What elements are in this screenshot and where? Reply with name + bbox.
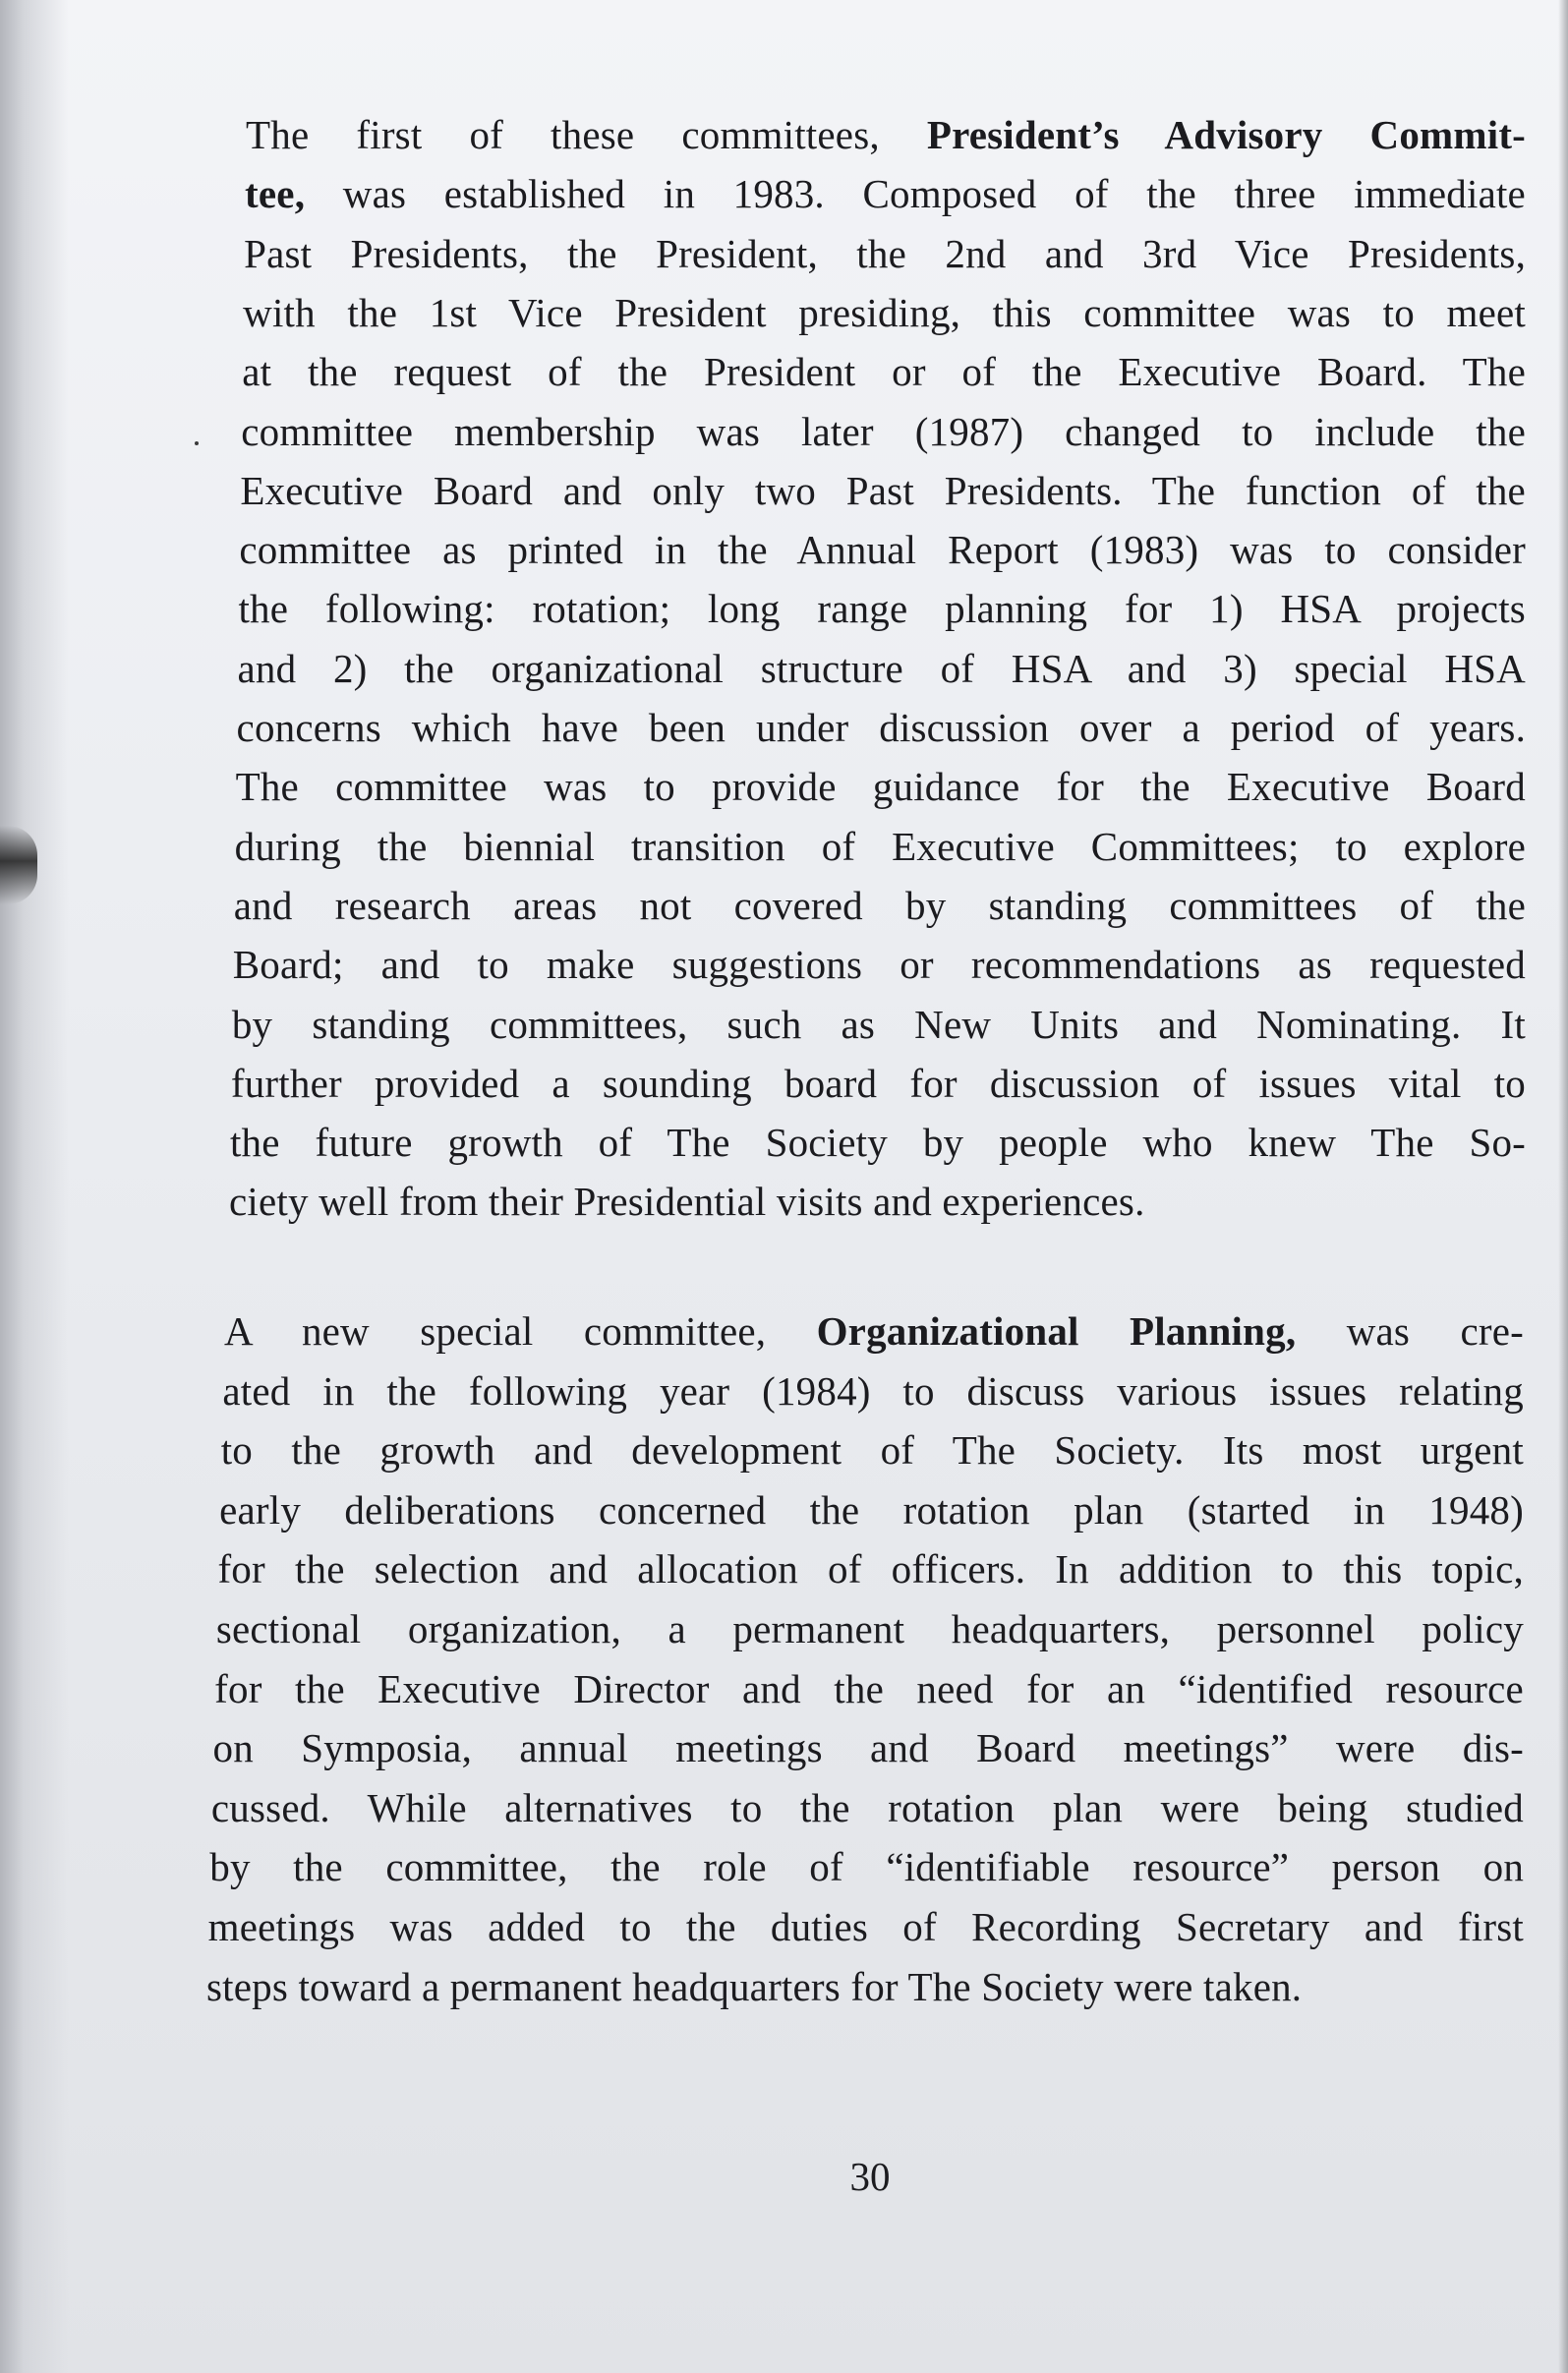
- text-run: A new special committee,: [224, 1308, 817, 1354]
- text-run: during the biennial transition of Executive Committees; to explore: [234, 823, 1526, 869]
- text-run: on Symposia, annual meetings and Board meetings” were dis-: [212, 1725, 1525, 1771]
- text-line: [245, 170, 1526, 217]
- text-line: [209, 1843, 1524, 1890]
- text-line: [235, 823, 1526, 870]
- text-line: [246, 111, 1526, 158]
- text-run: sectional organization, a permanent headquarters, personnel policy: [215, 1606, 1524, 1651]
- text-line: [231, 1060, 1526, 1107]
- text-line: [219, 1486, 1524, 1534]
- text-run: the following: rotation; long range planning for 1) HSA projects: [238, 586, 1526, 632]
- text-line: [242, 348, 1526, 395]
- text-run: Past Presidents, the President, the 2nd and 3rd Vice Presidents,: [244, 230, 1527, 276]
- text-line: [244, 230, 1526, 277]
- text-run: concerns which have been under discussion over a period of years.: [236, 705, 1527, 750]
- text-line: [239, 526, 1526, 573]
- text-line: [230, 1119, 1526, 1166]
- text-line: [213, 1724, 1524, 1771]
- text-line: [238, 585, 1526, 632]
- text-line: [238, 645, 1526, 692]
- bold-committee-name: tee,: [245, 171, 306, 217]
- bold-committee-name: Organizational Planning,: [816, 1308, 1297, 1354]
- text-run: was cre-: [1296, 1308, 1524, 1354]
- text-run: The first of these committees,: [246, 112, 927, 157]
- text-run: to the growth and development of The Society. Its most urgent: [220, 1427, 1524, 1474]
- text-run: for the Executive Director and the need for an “identified resource: [214, 1665, 1524, 1711]
- text-run: committee membership was later (1987) changed to include the: [241, 408, 1526, 454]
- text-line: [211, 1784, 1524, 1831]
- text-run: and 2) the organizational structure of HSA and 3) special HSA: [237, 645, 1526, 691]
- text-line: [208, 1903, 1524, 1950]
- text-run: by the committee, the role of “identifiable resource” person on: [209, 1844, 1525, 1890]
- page-right-edge: [1558, 0, 1568, 2373]
- text-run: with the 1st Vice President presiding, this committee was to meet: [243, 289, 1527, 335]
- text-run: ated in the following year (1984) to discuss various issues relating: [222, 1367, 1524, 1414]
- text-line: [237, 704, 1527, 751]
- text-line: [243, 289, 1526, 336]
- text-run: was established in 1983. Composed of the three immediate: [305, 171, 1526, 217]
- text-line: [236, 763, 1526, 810]
- text-run: meetings was added to the duties of Recording Secretary and first: [207, 1904, 1524, 1949]
- text-line: [229, 1178, 1145, 1225]
- text-run: Board; and to make suggestions or recommendations as requested: [232, 942, 1526, 988]
- text-line: [240, 467, 1526, 514]
- text-run: steps toward a permanent headquarters for The Society were taken.: [206, 1963, 1303, 2009]
- text-line: [224, 1307, 1524, 1355]
- page-gutter-shadow: [0, 0, 69, 2373]
- text-run: the future growth of The Society by people who knew The So-: [229, 1120, 1527, 1166]
- text-run: cussed. While alternatives to the rotation plan were being studied: [210, 1784, 1524, 1830]
- text-line: [233, 941, 1526, 988]
- text-line: [217, 1545, 1524, 1592]
- text-run: early deliberations concerned the rotation plan (started in 1948): [219, 1486, 1524, 1533]
- bold-committee-name: President’s Advisory Commit-: [926, 112, 1527, 157]
- text-line: [241, 408, 1526, 455]
- text-run: and research areas not covered by standing committees of the: [233, 882, 1526, 928]
- text-run: Executive Board and only two Past Presidents. The function of the: [240, 467, 1526, 513]
- text-run: further provided a sounding board for discussion of issues vital to: [230, 1060, 1526, 1106]
- text-line: [232, 1001, 1526, 1048]
- page-number: 30: [849, 2154, 891, 2199]
- stray-dot-mark: [195, 441, 199, 445]
- text-line: [222, 1367, 1524, 1415]
- text-line: [234, 882, 1526, 929]
- text-run: The committee was to provide guidance for the Executive Board: [235, 764, 1526, 810]
- text-run: ciety well from their Presidential visits and experiences.: [229, 1179, 1145, 1225]
- text-line: [216, 1605, 1524, 1652]
- text-line: [206, 1963, 1302, 2010]
- text-run: at the request of the President or of the Executive Board. The: [242, 349, 1526, 395]
- text-line: [214, 1665, 1524, 1712]
- text-run: for the selection and allocation of officers. In addition to this topic,: [217, 1546, 1524, 1592]
- text-run: by standing committees, such as New Units and Nominating. It: [231, 1001, 1526, 1047]
- text-run: committee as printed in the Annual Report (1983) was to consider: [239, 527, 1526, 573]
- text-line: [221, 1426, 1524, 1474]
